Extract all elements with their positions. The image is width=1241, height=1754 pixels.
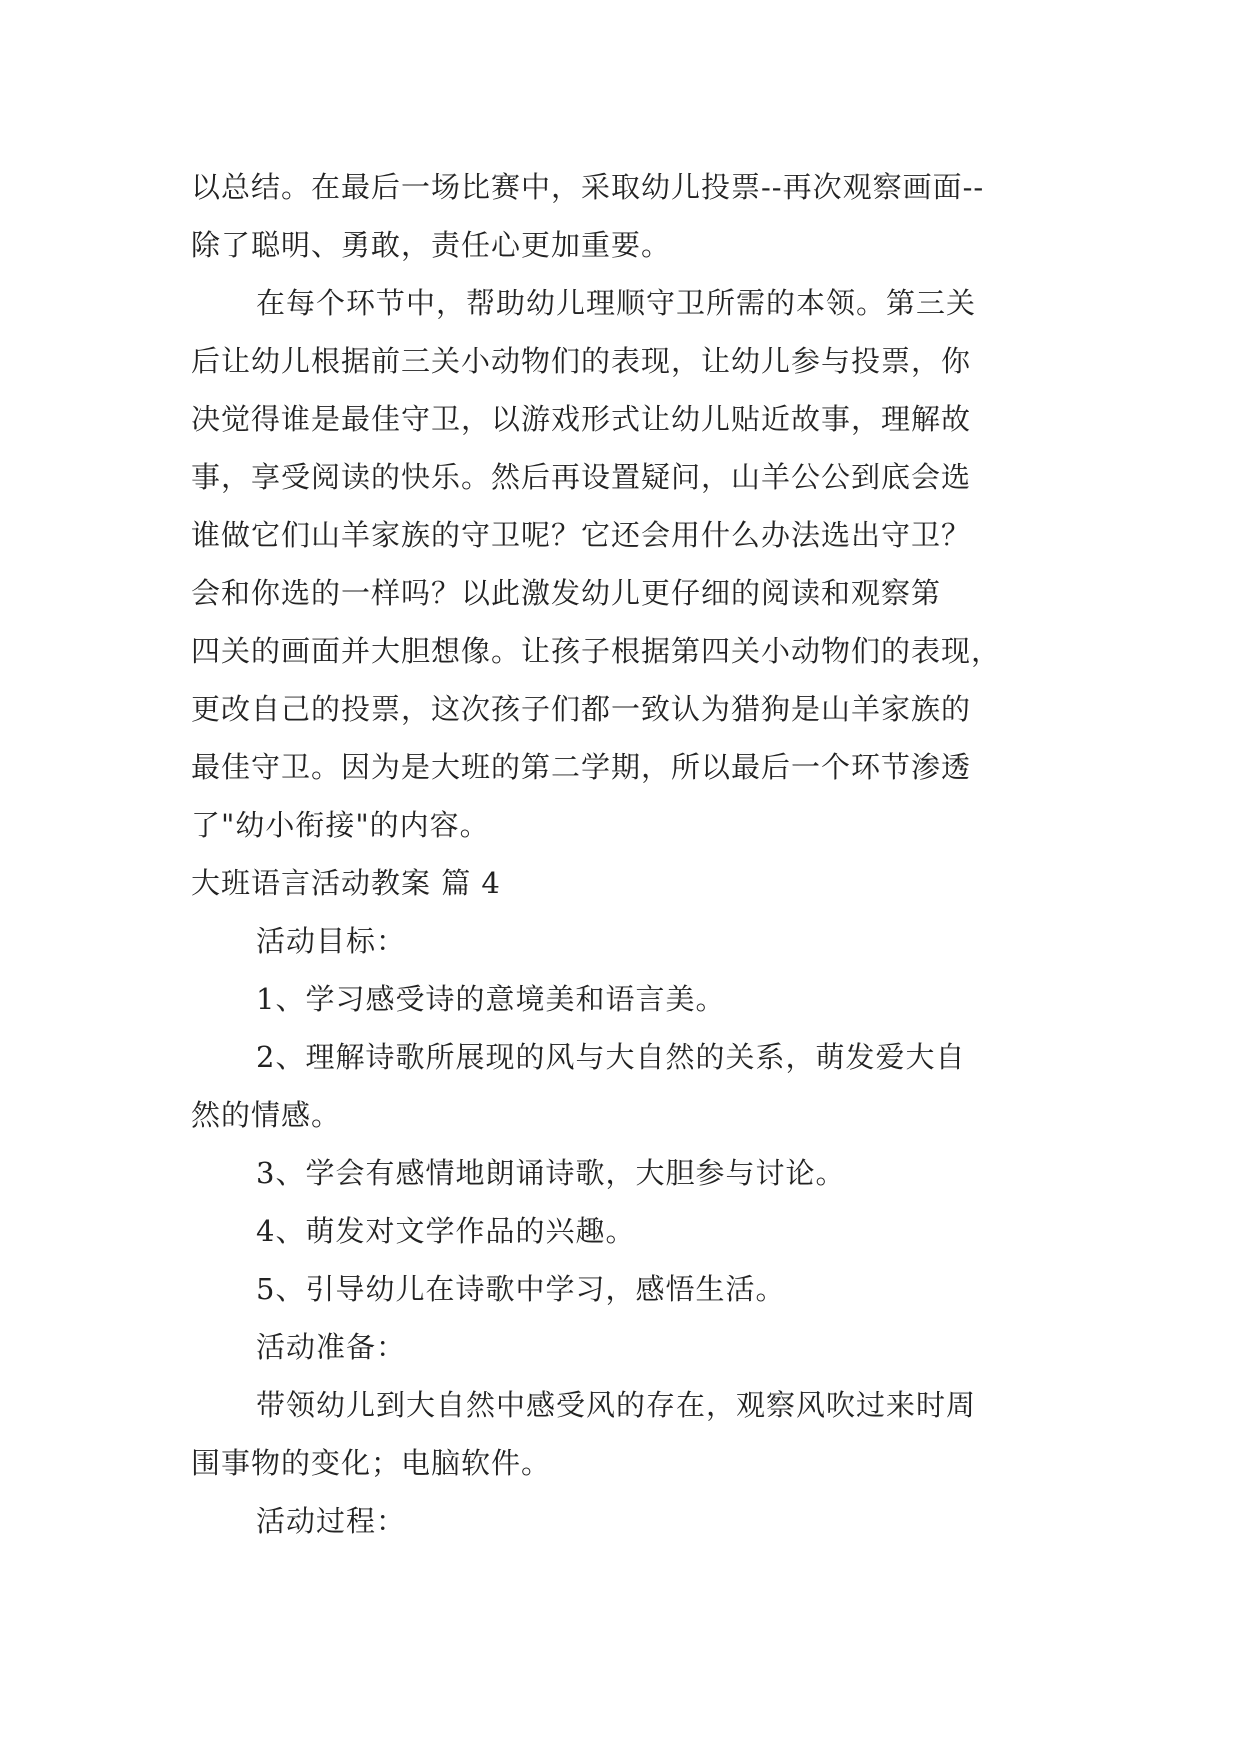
paragraph-line: 谁做它们山羊家族的守卫呢？它还会用什么办法选出守卫？ — [191, 518, 972, 552]
list-item: 4、萌发对文学作品的兴趣。 — [256, 1214, 636, 1248]
list-item: 5、引导幼儿在诗歌中学习，感悟生活。 — [256, 1272, 786, 1306]
list-item: 2、理解诗歌所展现的风与大自然的关系，萌发爱大自 — [256, 1040, 966, 1074]
list-item: 3、学会有感情地朗诵诗歌，大胆参与讨论。 — [256, 1156, 846, 1190]
list-item: 1、学习感受诗的意境美和语言美。 — [256, 982, 726, 1016]
paragraph-line: 最佳守卫。因为是大班的第二学期，所以最后一个环节渗透 — [191, 750, 972, 784]
paragraph-line: 了"幼小衔接"的内容。 — [191, 808, 490, 842]
paragraph-line: 会和你选的一样吗？以此激发幼儿更仔细的阅读和观察第 — [191, 576, 942, 610]
paragraph-line: 在每个环节中，帮助幼儿理顺守卫所需的本领。第三关 — [256, 286, 977, 320]
paragraph-line: 以总结。在最后一场比赛中，采取幼儿投票--再次观察画面-- — [191, 170, 985, 204]
paragraph-line: 事，享受阅读的快乐。然后再设置疑问，山羊公公到底会选 — [191, 460, 972, 494]
paragraph-line: 带领幼儿到大自然中感受风的存在，观察风吹过来时周 — [256, 1388, 977, 1422]
paragraph-line: 决觉得谁是最佳守卫，以游戏形式让幼儿贴近故事，理解故 — [191, 402, 972, 436]
section-heading: 大班语言活动教案 篇 4 — [191, 866, 501, 900]
paragraph-line: 然的情感。 — [191, 1098, 342, 1132]
subheading-activity-preparation: 活动准备： — [256, 1330, 407, 1364]
paragraph-line: 四关的画面并大胆想像。让孩子根据第四关小动物们的表现， — [191, 634, 1002, 668]
subheading-activity-goals: 活动目标： — [256, 924, 407, 958]
paragraph-line: 除了聪明、勇敢，责任心更加重要。 — [191, 228, 672, 262]
paragraph-line: 更改自己的投票，这次孩子们都一致认为猎狗是山羊家族的 — [191, 692, 972, 726]
subheading-activity-process: 活动过程： — [256, 1504, 407, 1538]
paragraph-line: 围事物的变化；电脑软件。 — [191, 1446, 552, 1480]
paragraph-line: 后让幼儿根据前三关小动物们的表现，让幼儿参与投票，你 — [191, 344, 972, 378]
